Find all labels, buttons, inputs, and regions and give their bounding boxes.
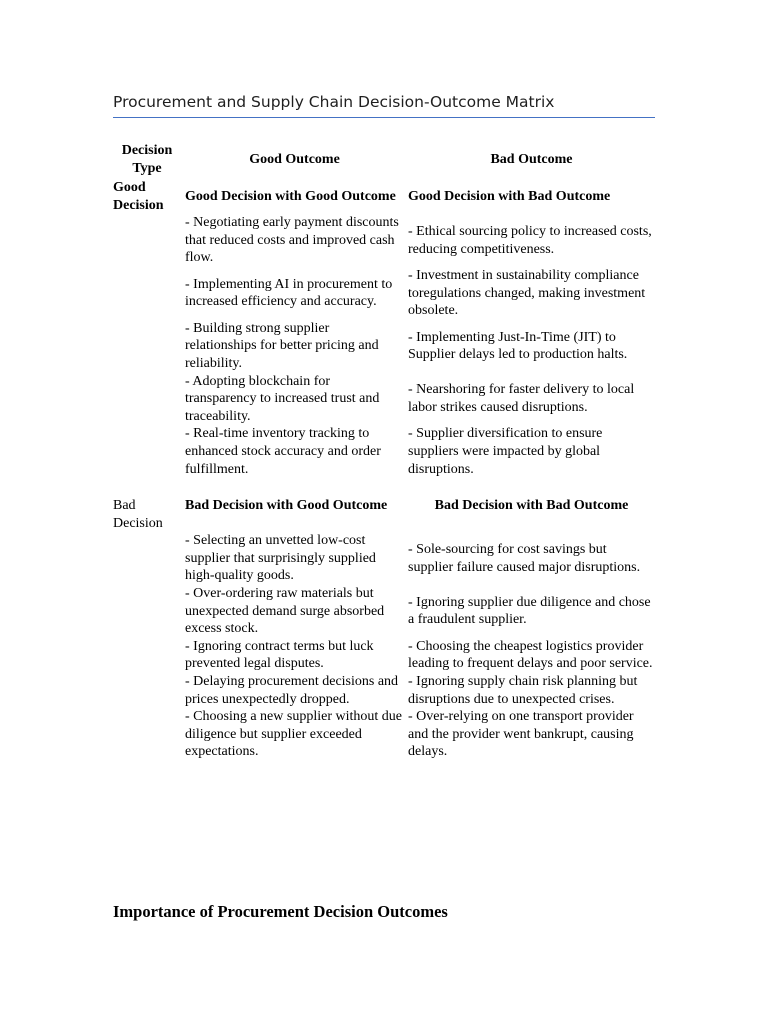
bad-decision-heading-row: [111, 497, 657, 532]
bad-decision-label: Bad Decision: [113, 498, 163, 531]
section-spacer: [111, 478, 657, 497]
table-cell: - Over-ordering raw materials but unexpected demand surge absorbed excess stock.: [185, 586, 385, 637]
table-cell: - Choosing a new supplier without due diligence but supplier exceeded expectations.: [185, 709, 402, 760]
table-cell: - Building strong supplier relationships for better pricing and reliability.: [185, 320, 379, 371]
bad-decision-good-outcome-heading: Bad Decision with Good Outcome: [185, 498, 388, 514]
bad-decision-bad-outcome-heading: Bad Decision with Bad Outcome: [434, 498, 629, 514]
table-cell: - Implementing Just-In-Time (JIT) to Supplier delays led to production halts.: [408, 329, 628, 363]
table-cell: - Ignoring contract terms but luck prevented legal disputes.: [185, 638, 374, 672]
header-bad-outcome: Bad Outcome: [490, 152, 573, 168]
section-heading: Importance of Procurement Decision Outcomes: [113, 902, 448, 921]
table-cell: - Ignoring supply chain risk planning but disruptions due to unexpected crises.: [408, 674, 638, 707]
table-cell: - Choosing the cheapest logistics provider leading to frequent delays and poor service.: [408, 638, 653, 672]
table-row: [111, 585, 657, 638]
table-row: [111, 214, 657, 267]
table-row: [111, 638, 657, 673]
table-cell: - Implementing AI in procurement to increased efficiency and accuracy.: [185, 276, 393, 310]
table-cell: - Over-relying on one transport provider and the provider went bankrupt, causing delays.: [408, 709, 634, 760]
table-cell: - Nearshoring for faster delivery to local labor strikes caused disruptions.: [408, 382, 635, 415]
table-cell: - Ignoring supplier due diligence and chose a fraudulent supplier.: [408, 594, 651, 628]
good-decision-bad-outcome-heading: Good Decision with Bad Outcome: [408, 188, 611, 204]
good-decision-label: Good Decision: [113, 180, 164, 213]
table-row: [111, 267, 657, 320]
table-cell: - Sole-sourcing for cost savings but supplier failure caused major disruptions.: [408, 542, 641, 575]
table-cell: - Delaying procurement decisions and prices unexpectedly dropped.: [185, 674, 399, 707]
decision-outcome-matrix: [111, 141, 657, 761]
table-row: [111, 320, 657, 373]
table-row: [111, 708, 657, 761]
table-cell: - Investment in sustainability compliance toregulations changed, making investment obsolete.: [408, 267, 646, 319]
page-title: Procurement and Supply Chain Decision-Outcome Matrix: [113, 93, 655, 118]
table-cell: - Adopting blockchain for transparency to increased trust and traceability.: [185, 373, 380, 424]
header-decision-type: Decision Type: [121, 143, 173, 176]
table-row: [111, 373, 657, 426]
table-row: [111, 673, 657, 708]
table-cell: - Real-time inventory tracking to enhanced stock accuracy and order fulfillment.: [185, 426, 381, 477]
table-cell: - Selecting an unvetted low-cost supplier that surprisingly supplied high-quality goods.: [185, 533, 376, 584]
table-row: [111, 532, 657, 585]
good-decision-heading-row: [111, 179, 657, 214]
table-cell: - Ethical sourcing policy to increased costs, reducing competitiveness.: [408, 223, 652, 257]
table-cell: - Supplier diversification to ensure suppliers were impacted by global disruptions.: [408, 426, 603, 477]
table-row: [111, 425, 657, 478]
header-good-outcome: Good Outcome: [249, 152, 340, 168]
table-cell: - Negotiating early payment discounts that reduced costs and improved cash flow.: [185, 215, 399, 266]
header-row: [111, 141, 657, 179]
good-decision-good-outcome-heading: Good Decision with Good Outcome: [185, 188, 396, 204]
